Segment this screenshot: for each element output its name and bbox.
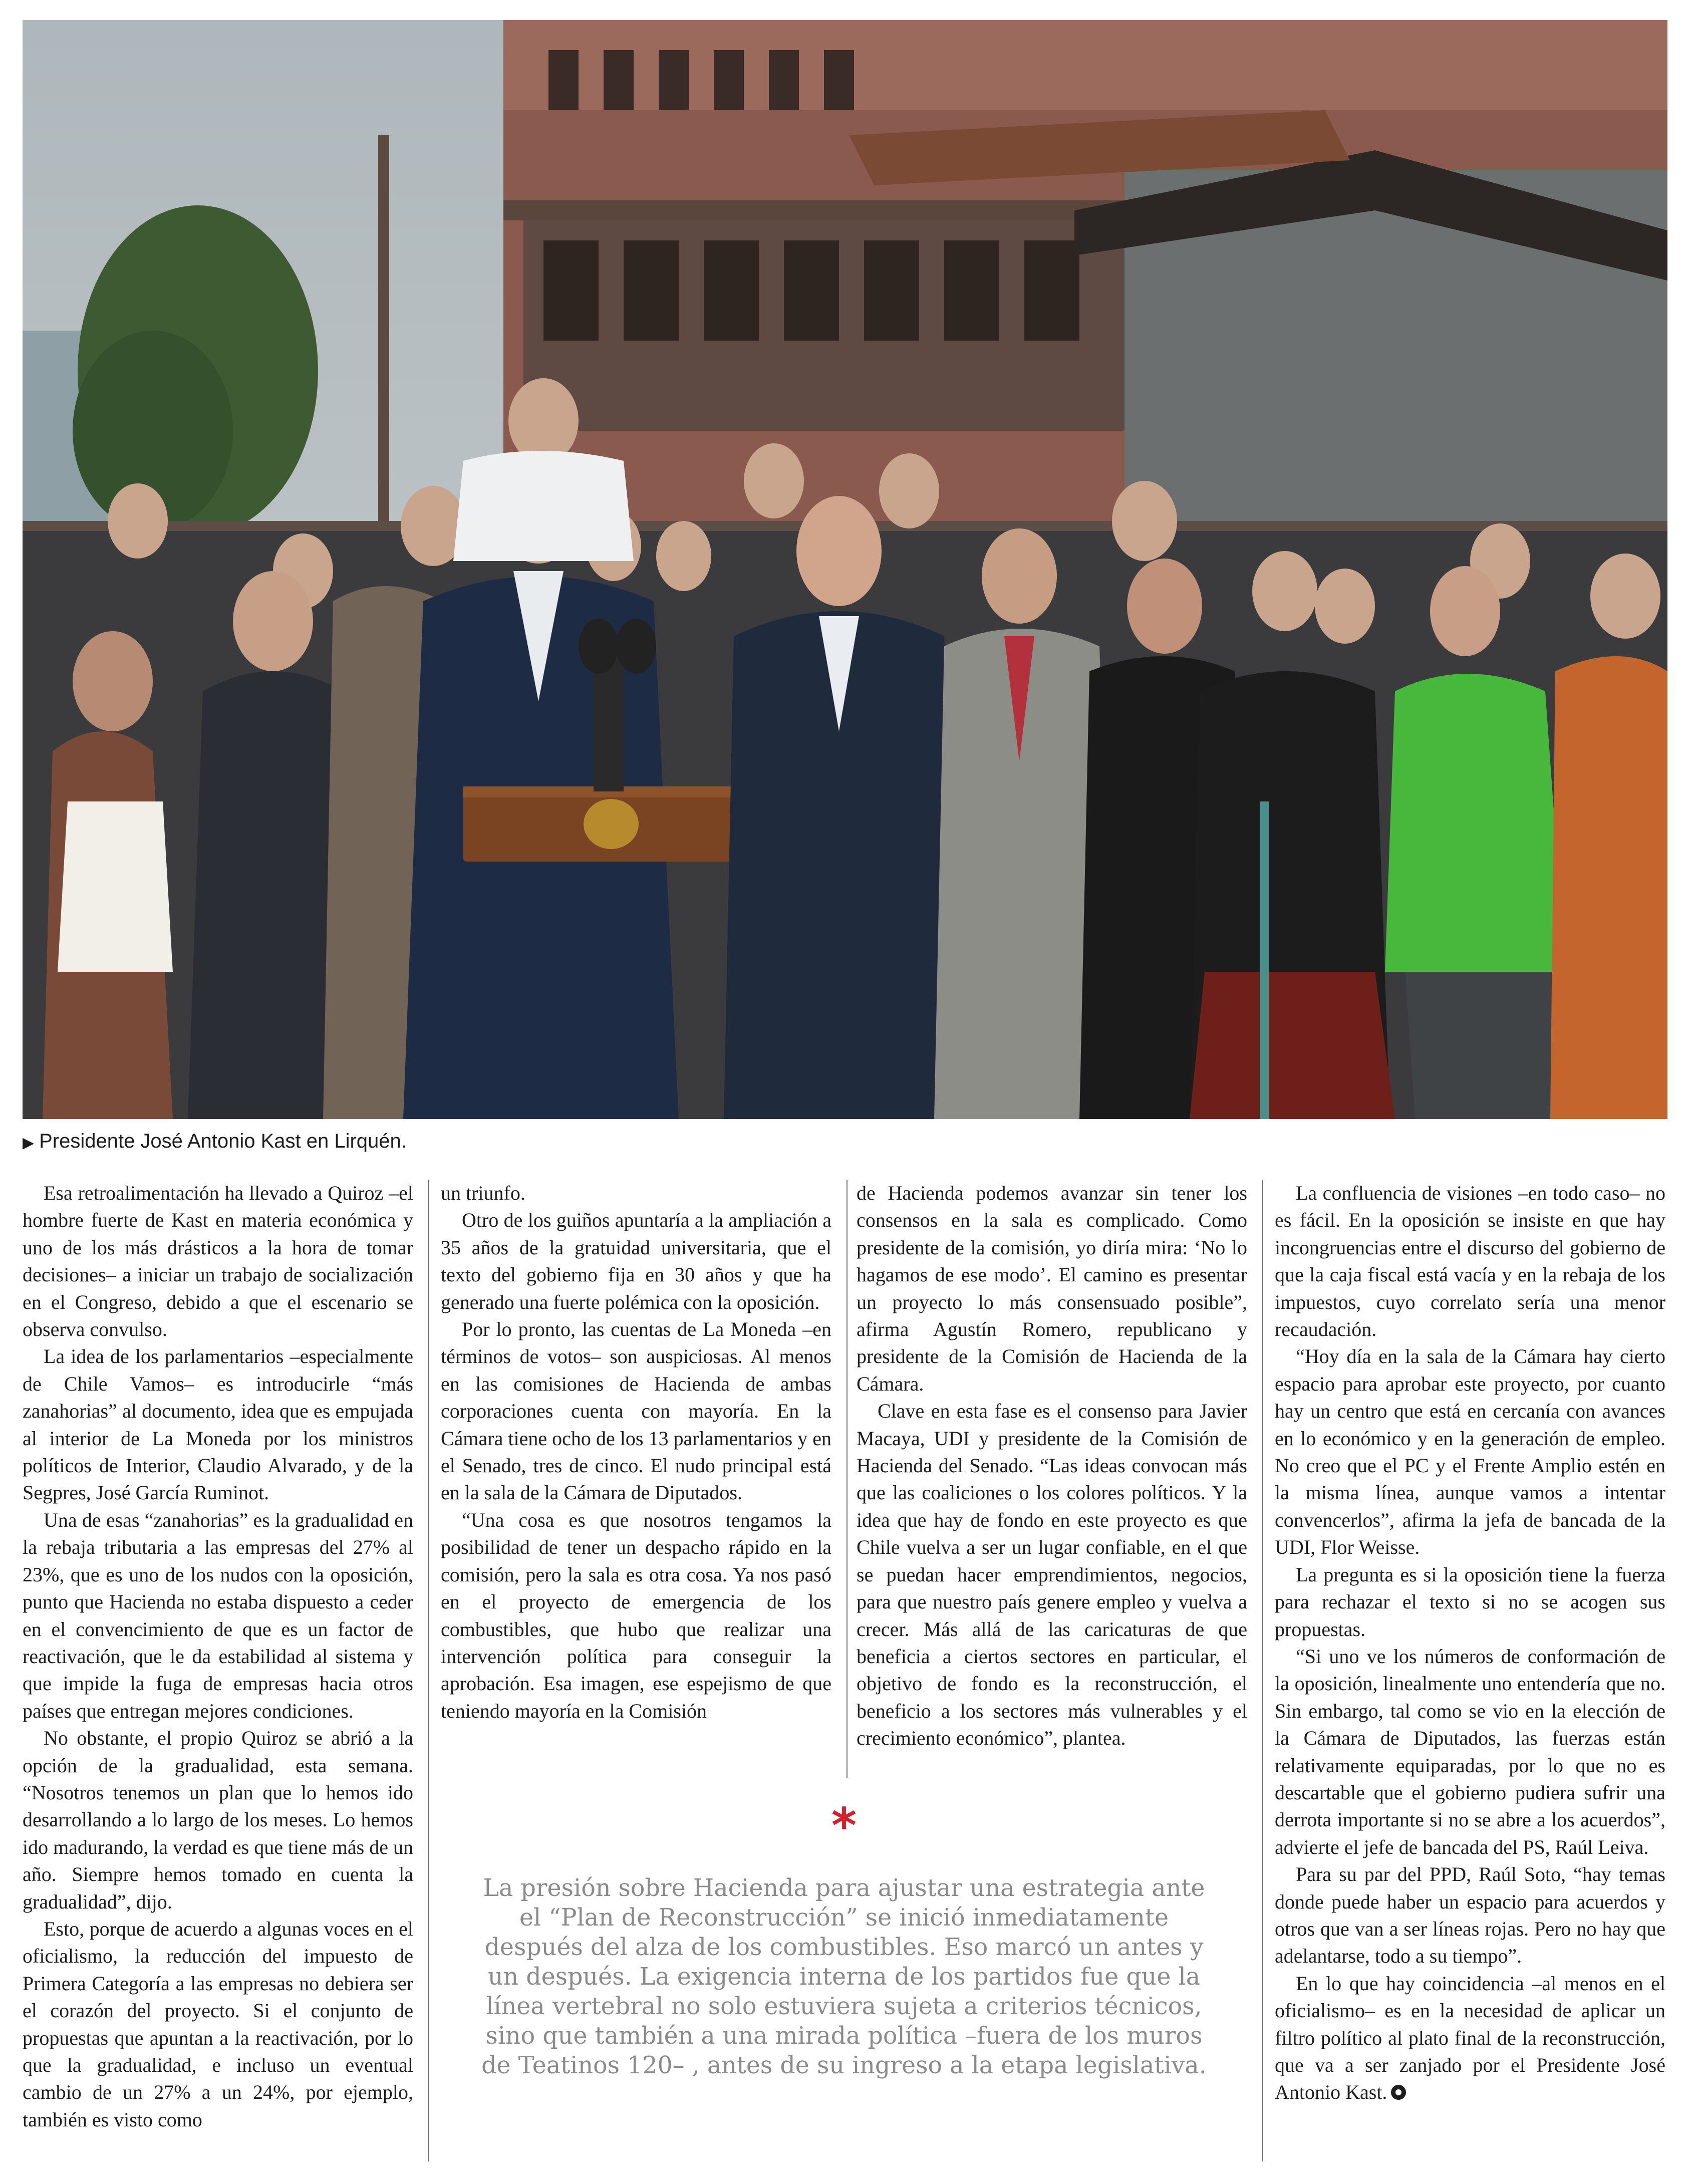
end-of-article-icon — [1391, 2085, 1406, 2100]
paragraph: Para su par del PPD, Raúl Soto, “hay temas donde puede haber un espacio para acuerdos y otros que van a ser líneas rojas. Pero no hay que adelantarse, todo a su tiempo”. — [1275, 1863, 1665, 1968]
column-divider — [847, 1180, 848, 1778]
article-column-3 — [857, 1180, 1247, 1752]
paragraph: “Hoy día en la sala de la Cámara hay cierto espacio para aprobar este proyecto, por cuanto hay un centro que está en cercanía con avances en lo económico y en la generación de empleo. No creo que el PC y el Frente Amplio estén en la misma línea, aunque vamos a intentar convencerlos”, afirma la jefa de bancada de la UDI, Flor Weisse. — [1275, 1345, 1665, 1559]
column-divider — [1262, 1180, 1263, 2161]
asterisk-icon: * — [831, 1798, 857, 1854]
paragraph-continued: un triunfo. — [441, 1182, 525, 1204]
photo-caption — [23, 1126, 1024, 1156]
paragraph-continued: de Hacienda podemos avanzar sin tener los consensos en la sala es complicado. Como presidente de la comisión, yo diría mira: ‘No lo hagamos de ese modo’. El camino es presentar un proyecto lo más consensuado posible”, afirma Agustín Romero, republicano y presidente de la Comisión de Hacienda de la Cámara. — [857, 1182, 1247, 1395]
news-photo — [23, 20, 1667, 1119]
paragraph: La pregunta es si la oposición tiene la fuerza para rechazar el texto si no se acogen sus propuestas. — [1275, 1563, 1665, 1641]
final-text: En lo que hay coincidencia –al menos en el oficialismo– es en la necesidad de aplicar un filtro político al plato final de la reconstrucción, que va a ser zanjado por el Presidente José Antonio Kast. — [1275, 1972, 1665, 2104]
caption-text: Presidente José Antonio Kast en Lirquén. — [39, 1130, 407, 1152]
play-triangle-icon: ▶ — [23, 1135, 35, 1151]
photo-illustration — [23, 20, 1667, 1119]
paragraph: La confluencia de visiones –en todo caso– no es fácil. En la oposición se insiste en que hay incongruencias entre el discurso del gobierno de que la caja fiscal está vacía y en la rebaja de los impuestos, cuyo correlato sería una menor recaudación. — [1275, 1182, 1665, 1341]
article-column-1 — [23, 1180, 413, 2133]
paragraph: Por lo pronto, las cuentas de La Moneda –en términos de votos– son auspiciosas. Al menos en las comisiones de Hacienda de ambas corporaciones cuenta con mayoría. En la Cámara tiene ocho de los 13 parlamentarios y en el Senado, tres de cinco. El nudo principal está en la sala de la Cámara de Diputados. — [441, 1318, 831, 1504]
article-column-4 — [1275, 1180, 1665, 2106]
column-divider — [428, 1180, 429, 2161]
paragraph: La idea de los parlamentarios –especialmente de Chile Vamos– es introducirle “más zanahorias” al documento, idea que es empujada al interior de La Moneda por los ministros políticos de Interior, Claudio Alvarado, y de la Segpres, José García Ruminot. — [23, 1345, 413, 1504]
paragraph: Clave en esta fase es el consenso para Javier Macaya, UDI y presidente de la Comisión de Hacienda del Senado. “Las ideas convocan más que las coaliciones o los colores políticos. Y la idea que hay de fondo en este proyecto es que Chile vuelva a ser un lugar confiable, en el que se puedan hacer emprendimientos, negocios, para que nuestro país genere empleo y vuelva a crecer. Más allá de las caricaturas de que beneficia a ciertos sectores en particular, el objetivo de fondo es la reconstrucción, el beneficio a los sectores más vulnerables y el crecimiento económico”, plantea. — [857, 1400, 1247, 1750]
paragraph: Esto, porque de acuerdo a algunas voces en el oficialismo, la reducción del impuesto de Primera Categoría a las empresas no debiera ser el corazón del proyecto. Si el conjunto de propuestas que apuntan a la reactivación, por lo que la gradualidad, e incluso un eventual cambio de un 27% a un 24%, por ejemplo, también es visto como — [23, 1917, 413, 2131]
paragraph: No obstante, el propio Quiroz se abrió a la opción de la gradualidad, esta semana. “Nosotros tenemos un plan que lo hemos ido desarrollando a lo largo de los meses. Lo hemos ido madurando, la verdad es que tiene más de un año. Siempre hemos tomado en cuenta la gradualidad”, dijo. — [23, 1727, 413, 1913]
paragraph-final — [1275, 1970, 1665, 2106]
paragraph: “Una cosa es que nosotros tengamos la posibilidad de tener un despacho rápido en la comisión, pero la sala es otra cosa. Ya nos pasó en el proyecto de emergencia de los combustibles, que hubo que realizar una intervención política para conseguir la aprobación. Esa imagen, ese espejismo de que teniendo mayoría en la Comisión — [441, 1508, 831, 1722]
paragraph: Esa retroalimentación ha llevado a Quiroz –el hombre fuerte de Kast en materia económica y uno de los más drásticos a la hora de tomar decisiones– a iniciar un trabajo de socialización en el Congreso, debido a que el escenario se observa convulso. — [23, 1182, 413, 1341]
article-column-2 — [441, 1180, 831, 1725]
paragraph: “Si uno ve los números de conformación de la oposición, linealmente uno entendería que no. Sin embargo, tal como se vio en la elección de la Cámara de Diputados, las fuerzas están relativamente equiparadas, por lo que no es descartable que el gobierno pudiera sufrir una derrota importante si no se abre a los acuerdos”, advierte el jefe de bancada del PS, Raúl Leiva. — [1275, 1645, 1665, 1858]
paragraph: Una de esas “zanahorias” es la gradualidad en la rebaja tributaria a las empresas del 27% al 23%, que es uno de los nudos con la oposición, punto que Hacienda no estaba dispuesto a ceder en el convencimiento de que es un factor de reactivación, que le da estabilidad al sistema y que impide la fuga de empresas hacia otros países que entregan mejores condiciones. — [23, 1508, 413, 1722]
paragraph: Otro de los guiños apuntaría a la ampliación a 35 años de la gratuidad universitaria, que el texto del gobierno fija en 30 años y que ha generado una fuerte polémica con la oposición. — [441, 1209, 831, 1313]
pull-quote: La presión sobre Hacienda para ajustar una estrategia ante el “Plan de Reconstrucción” se inició inmediatamente después del alza de los combustibles. Eso marcó un antes y un después. La exigencia interna de los partidos fue que la línea vertebral no solo estuviera sujeta a criterios técnicos, sino que también a una mirada política –fuera de los muros de Teatinos 120– , antes de su ingreso a la etapa legislativa. — [481, 1874, 1207, 2079]
